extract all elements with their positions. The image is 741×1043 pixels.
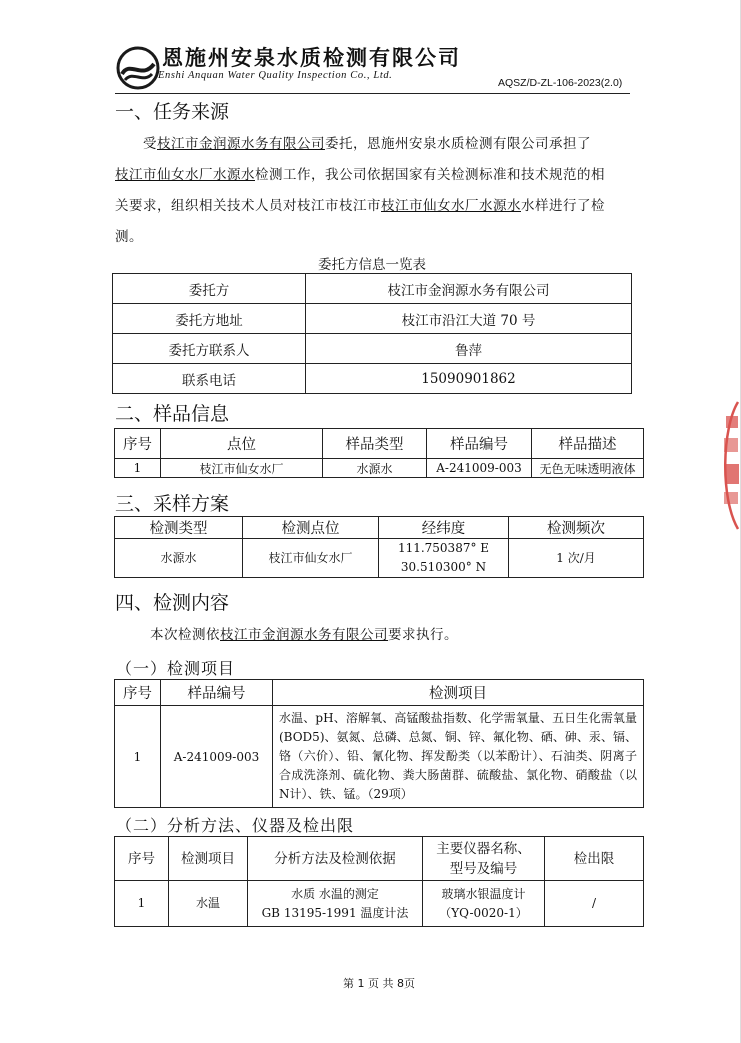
- test-items-list: 水温、pH、溶解氧、高锰酸盐指数、化学需氧量、五日生化需氧量(BOD5)、氨氮、总磷、总氮、铜、锌、氟化物、硒、砷、汞、镉、铬（六价）、铅、氰化物、挥发酚类（以苯酚计）、石油类、阴离子合成洗涤剂、硫化物、粪大肠菌群、硫酸盐、氯化物、硝酸盐（以N计）、铁、锰。（29项）: [273, 706, 644, 808]
- section2-title: 二、样品信息: [115, 403, 230, 425]
- table-header-row: 序号 检测项目 分析方法及检测依据 主要仪器名称、 型号及编号 检出限: [115, 837, 644, 881]
- company-name-en: Enshi Anquan Water Quality Inspection Co., Ltd.: [158, 70, 393, 81]
- table-header-row: 检测类型 检测点位 经纬度 检测频次: [115, 517, 644, 539]
- sampling-plan-table: [114, 516, 644, 578]
- table-row: 1 水温 水质 水温的测定 GB 13195-1991 温度计法 玻璃水银温度计 （YQ-0020-1） /: [115, 881, 644, 927]
- table-header-row: 序号 样品编号 检测项目: [115, 680, 644, 706]
- table-row: 1 A-241009-003 水温、pH、溶解氧、高锰酸盐指数、化学需氧量、五日生化需氧量(BOD5)、氨氮、总磷、总氮、铜、锌、氟化物、硒、砷、汞、镉、铬（六价）、铅、氰化物、挥发酚类（以苯酚计）、石油类、阴离子合成洗涤剂、硫化物、粪大肠菌群、硫酸盐、氯化物、硝酸盐（以N计）、铁、锰。（29项）: [115, 706, 644, 808]
- section4-intro: 本次检测依枝江市金润源水务有限公司要求执行。: [150, 627, 458, 643]
- client-name-link: 枝江市金润源水务有限公司: [157, 136, 325, 152]
- sample-info-table: [114, 428, 644, 478]
- table-row: 联系电话 15090901862: [113, 364, 632, 394]
- header-divider: [115, 93, 630, 94]
- section3-title: 三、采样方案: [115, 493, 230, 515]
- client-info-table: [112, 273, 632, 394]
- table-row: 委托方地址 枝江市沿江大道 70 号: [113, 304, 632, 334]
- table-row: 委托方联系人 鲁萍: [113, 334, 632, 364]
- method-table: [114, 836, 644, 927]
- test-items-table: [114, 679, 644, 808]
- section1-paragraph: 受枝江市金润源水务有限公司委托，恩施州安泉水质检测有限公司承担了 枝江市仙女水厂水源水检测工作，我公司依据国家有关检测标准和技术规范的相 关要求，组织相关技术人员对枝江市枝江市枝江市仙女水厂水源水水样进行了检 测。: [115, 136, 605, 245]
- latitude: 30.510300° N: [400, 560, 487, 574]
- company-name-cn: 恩施州安泉水质检测有限公司: [162, 45, 461, 70]
- subsection2-title: （二）分析方法、仪器及检出限: [116, 816, 355, 835]
- company-logo-icon: [116, 46, 160, 90]
- section4-title: 四、检测内容: [115, 592, 230, 614]
- longitude: 111.750387° E: [397, 541, 490, 555]
- section1-title: 一、任务来源: [115, 101, 230, 123]
- client-name-link-2: 枝江市金润源水务有限公司: [220, 627, 388, 643]
- table-row: 水源水 枝江市仙女水厂 111.750387° E 30.510300° N 1 次/月: [115, 539, 644, 578]
- project-name: 枝江市仙女水厂水源水: [115, 167, 255, 183]
- project-name-2: 枝江市仙女水厂水源水: [381, 198, 521, 214]
- document-code: AQSZ/D-ZL-106-2023(2.0): [498, 77, 623, 89]
- table-row: 委托方 枝江市金润源水务有限公司: [113, 274, 632, 304]
- subsection1-title: （一）检测项目: [116, 659, 236, 678]
- page-number: 第 1 页 共 8页: [343, 977, 415, 990]
- table-row: 1 枝江市仙女水厂 水源水 A-241009-003 无色无味透明液体: [115, 459, 644, 478]
- client-table-caption: 委托方信息一览表: [318, 257, 426, 273]
- seal-stamp-icon: [708, 398, 741, 533]
- table-header-row: 序号 点位 样品类型 样品编号 样品描述: [115, 429, 644, 459]
